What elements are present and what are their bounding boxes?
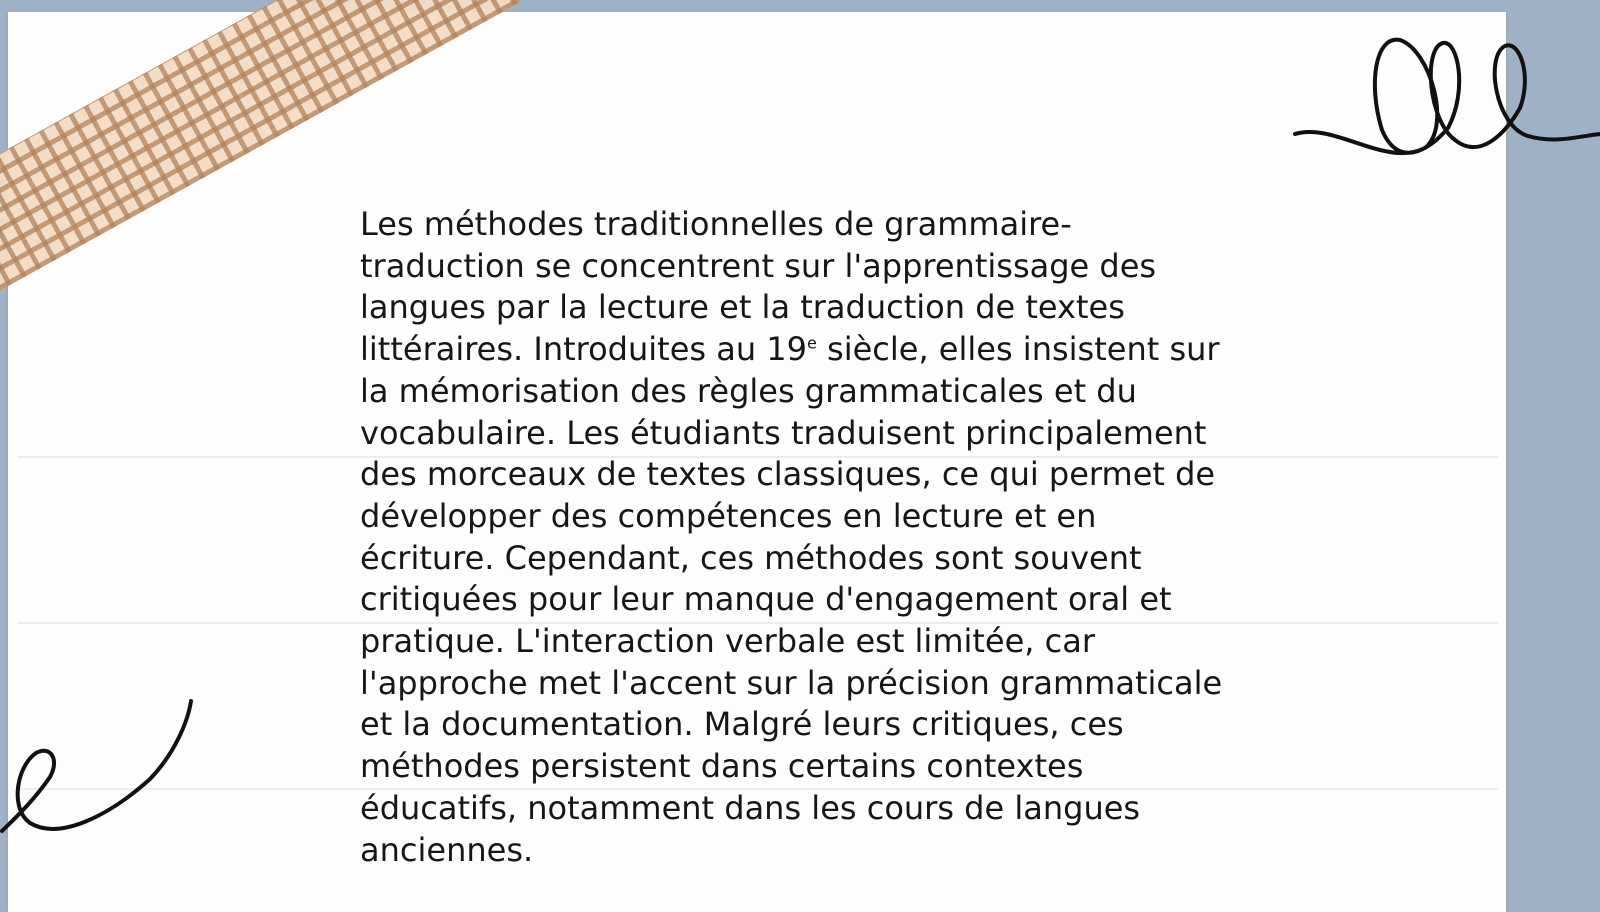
text-line: et la documentation. Malgré leurs critiques, ces (360, 705, 1124, 744)
text-line: Les méthodes traditionnelles de grammaire- (360, 205, 1072, 243)
checkmark-scribble-icon (0, 695, 200, 845)
text-line: traduction se concentrent sur l'apprentissage des (360, 246, 1157, 285)
text-line: langues par la lecture et la traduction de textes (360, 288, 1125, 327)
text-line: critiquées pour leur manque d'engagement oral et (360, 580, 1172, 619)
superscript-e: e (807, 333, 817, 353)
loop-scribble-icon (1280, 30, 1600, 170)
text-line: des morceaux de textes classiques, ce qui permet de (360, 455, 1216, 494)
text-line: vocabulaire. Les étudiants traduisent principalement (360, 413, 1207, 452)
text-line: méthodes persistent dans certains contextes (360, 747, 1084, 786)
text-line: anciennes. (360, 830, 534, 869)
text-line: l'approche met l'accent sur la précision grammaticale (360, 663, 1223, 702)
text-line: siècle, elles insistent sur (816, 330, 1220, 369)
text-line: la mémorisation des règles grammaticales et du (360, 371, 1137, 410)
text-line: pratique. L'interaction verbale est limitée, car (360, 622, 1095, 661)
text-line: développer des compétences en lecture et en (360, 496, 1097, 535)
text-line: éducatifs, notamment dans les cours de langues (360, 788, 1141, 827)
text-line: écriture. Cependant, ces méthodes sont souvent (360, 538, 1142, 577)
body-paragraph (360, 204, 1240, 871)
text-line: littéraires. Introduites au 19 (360, 330, 808, 369)
